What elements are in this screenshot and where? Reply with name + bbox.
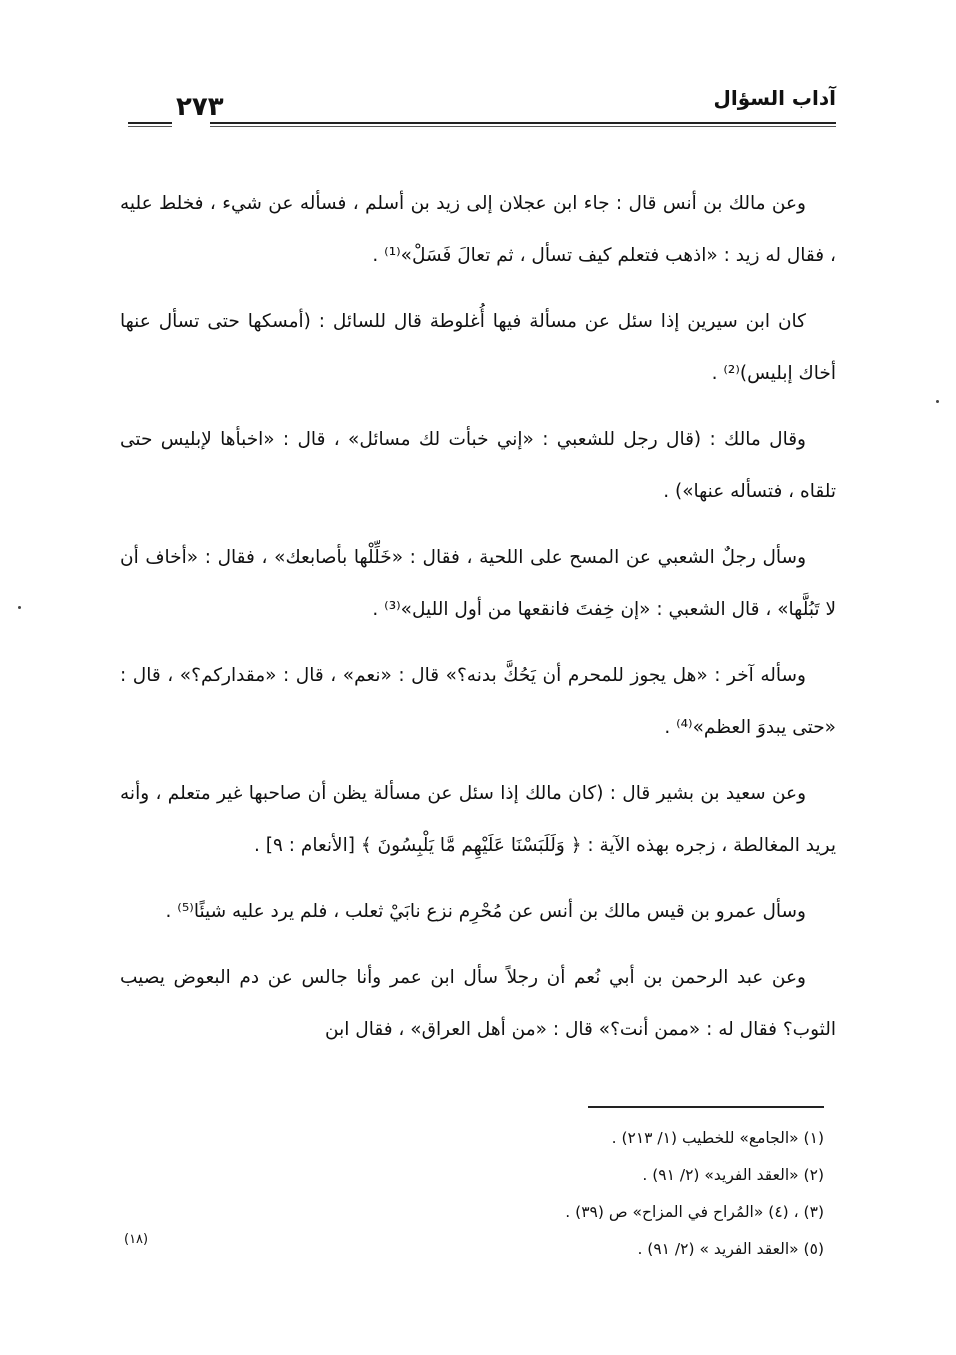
page-header [120,82,836,128]
page-number-rule [128,122,172,124]
paragraph: كان ابن سيرين إذا سئل عن مسألة فيها أُغلوطة قال للسائل : (أمسكها حتى تسأل عنها أخاك إبليس)⁽²⁾ . [120,311,836,384]
paragraph: وقال مالك : (قال رجل للشعبي : «إني خبأت لك مسائل» ، قال : «اخبأها لإبليس حتى تلقاه ، فتسأله عنها») . [120,429,836,502]
signature-mark: (١٨) [124,1232,149,1247]
footnote: (٢) «العقد الفريد» (٢/ ٩١) . [642,1166,824,1184]
paragraph: وسأله آخر : «هل يجوز للمحرم أن يَحُكَّ بدنه؟» قال : «نعم» ، قال : «مقداركم؟» ، قال : «حتى يبدوَ العظم»⁽⁴⁾ . [120,665,836,738]
running-title: آداب السؤال [713,86,836,110]
page-number: ٢٧٣ [176,92,224,122]
header-rule [210,122,836,124]
scan-speck [18,606,21,609]
paragraph: وعن سعيد بن بشير قال : (كان مالك إذا سئل عن مسألة يظن أن صاحبها غير متعلم ، وأنه يريد المغالطة ، زجره بهذه الآية : ﴿ وَلَلَبَسْنَا عَلَيْهِم مَّا يَلْبِسُونَ ﴾ [الأنعام : ٩] . [120,783,836,856]
footnotes [264,1120,824,1268]
main-text [120,178,836,1070]
scan-speck [936,400,939,403]
page-number-rule-secondary [128,126,172,127]
footnote: (٥) «العقد الفريد » (٢/ ٩١) . [637,1240,824,1258]
paragraph: وعن عبد الرحمن بن أبي نُعم أن رجلاً سأل ابن عمر وأنا جالس عن دم البعوض يصيب الثوب؟ فقال له : «ممن أنت؟» قال : «من أهل العراق» ، فقال ابن [120,967,836,1040]
footnote: (٣) ، (٤) «المُراح في المزاح» ص (٣٩) . [565,1203,824,1221]
header-rule-secondary [210,126,836,127]
paragraph: وسأل عمرو بن قيس مالك بن أنس عن مُحْرِم نزع نابَيْ ثعلب ، فلم يرد عليه شيئًا⁽⁵⁾ . [165,901,806,922]
paragraph: وسأل رجلٌ الشعبي عن المسح على اللحية ، فقال : «خَلِّلْها بأصابعك» ، فقال : «أخاف أن لا تَبُلَّها» ، قال الشعبي : «إن خِفتَ فانقعها من أول الليل»⁽³⁾ . [120,547,836,620]
paragraph: وعن مالك بن أنس قال : جاء ابن عجلان إلى زيد بن أسلم ، فسأله عن شيء ، فخلط عليه ، فقال له زيد : «اذهب فتعلم كيف تسأل ، ثم تعالَ فَسَلْ»⁽¹⁾ . [120,193,836,266]
footnote: (١) «الجامع» للخطيب (١/ ٢١٣) . [611,1129,824,1147]
footnote-separator [588,1106,824,1108]
